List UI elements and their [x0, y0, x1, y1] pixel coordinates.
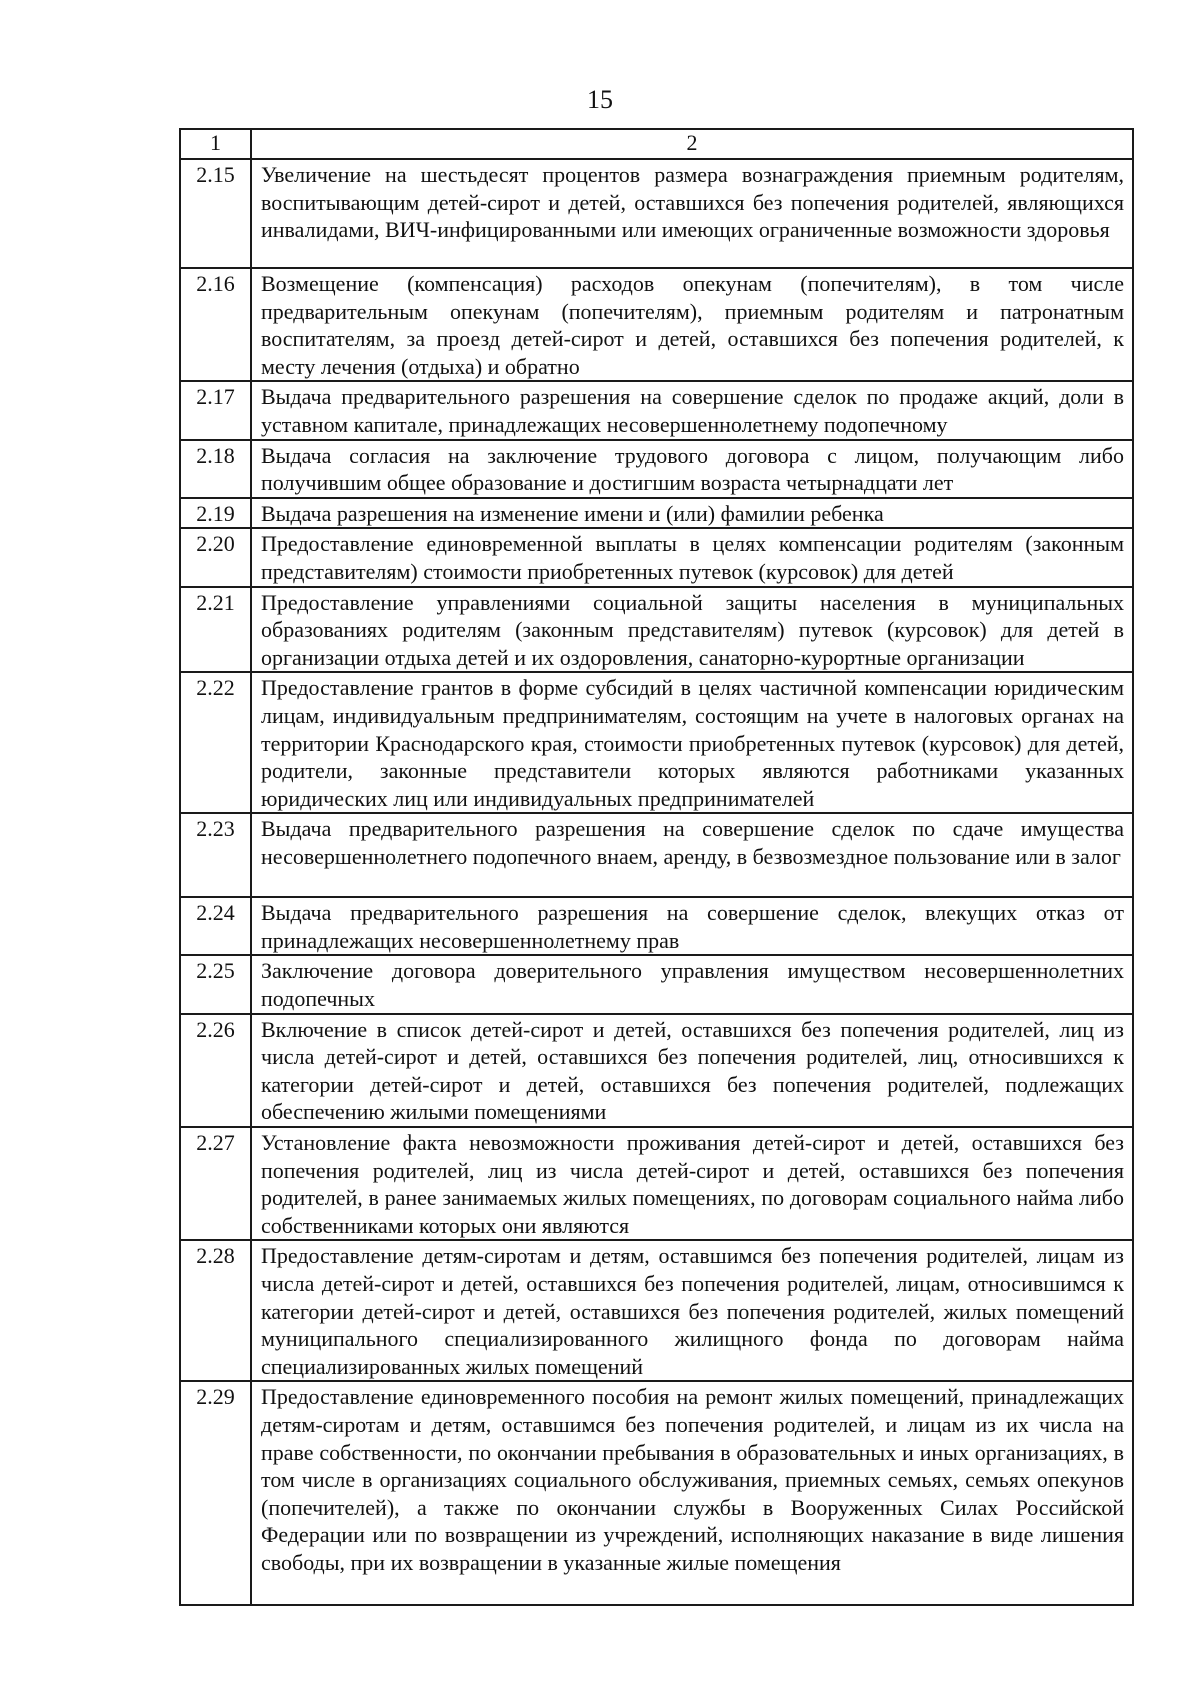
row-text: Предоставление грантов в форме субсидий в целях частичной компенсации юридическим лицам, индивидуальным предпринимателям, состоящим на учете в налоговых органах на территории Краснодарского края, стоимости приобретенных путевок (курсовок) для детей, родители, законные представители которых являются работниками указанных юридических лиц или индивидуальных предпринимателей [251, 672, 1133, 813]
table-row [180, 897, 1133, 955]
row-text: Предоставление единовременного пособия на ремонт жилых помещений, принадлежащих детям-сиротам и детям, оставшимся без попечения родителей, и лицам из их числа на праве собственности, по окончании пребывания в образовательных и иных организациях, в том числе в организациях социального обслуживания, приемных семьях, семьях опекунов (попечителей), а также по окончании службы в Вооруженных Силах Российской Федерации или по возвращении из учреждений, исполняющих наказание в виде лишения свободы, при их возвращении в указанные жилые помещения [251, 1381, 1133, 1605]
row-number: 2.19 [180, 498, 251, 529]
row-number: 2.27 [180, 1127, 251, 1240]
row-text: Выдача согласия на заключение трудового договора с лицом, получающим либо получившим общее образование и достигшим возраста четырнадцати лет [251, 440, 1133, 498]
table-row [180, 1127, 1133, 1240]
row-text: Увеличение на шестьдесят процентов размера вознаграждения приемным родителям, воспитывающим детей-сирот и детей, оставшихся без попечения родителей, являющихся инвалидами, ВИЧ-инфицированными или имеющих ограниченные возможности здоровья [251, 159, 1133, 268]
row-number: 2.20 [180, 528, 251, 586]
row-text: Выдача разрешения на изменение имени и (или) фамилии ребенка [251, 498, 1133, 529]
row-number: 2.28 [180, 1240, 251, 1381]
table-row [180, 955, 1133, 1013]
table-row [180, 498, 1133, 529]
row-number: 2.24 [180, 897, 251, 955]
column-header-1: 1 [180, 129, 251, 159]
table-row [180, 1014, 1133, 1127]
column-header-2: 2 [251, 129, 1133, 159]
table-row [180, 159, 1133, 268]
row-number: 2.21 [180, 587, 251, 673]
row-text: Предоставление управлениями социальной защиты населения в муниципальных образованиях родителям (законным представителям) путевок (курсовок) для детей в организации отдыха детей и их оздоровления, санаторно-курортные организации [251, 587, 1133, 673]
row-text: Предоставление единовременной выплаты в целях компенсации родителям (законным представителям) стоимости приобретенных путевок (курсовок) для детей [251, 528, 1133, 586]
table-row [180, 587, 1133, 673]
row-number: 2.22 [180, 672, 251, 813]
table-row [180, 440, 1133, 498]
row-number: 2.17 [180, 381, 251, 439]
table-row [180, 813, 1133, 897]
row-number: 2.18 [180, 440, 251, 498]
row-number: 2.26 [180, 1014, 251, 1127]
row-text: Включение в список детей-сирот и детей, оставшихся без попечения родителей, лиц из числа детей-сирот и детей, оставшихся без попечения родителей, лиц, относившихся к категории детей-сирот и детей, оставшихся без попечения родителей, подлежащих обеспечению жилыми помещениями [251, 1014, 1133, 1127]
row-number: 2.16 [180, 268, 251, 381]
row-text: Выдача предварительного разрешения на совершение сделок по продаже акций, доли в уставном капитале, принадлежащих несовершеннолетнему подопечному [251, 381, 1133, 439]
services-table [179, 128, 1134, 1606]
table-header-row [180, 129, 1133, 159]
row-text: Заключение договора доверительного управления имуществом несовершеннолетних подопечных [251, 955, 1133, 1013]
row-number: 2.23 [180, 813, 251, 897]
table-row [180, 528, 1133, 586]
row-number: 2.25 [180, 955, 251, 1013]
table-row [180, 672, 1133, 813]
row-text: Выдача предварительного разрешения на совершение сделок по сдаче имущества несовершеннолетнего подопечного внаем, аренду, в безвозмездное пользование или в залог [251, 813, 1133, 897]
table-row [180, 268, 1133, 381]
table-row [180, 1381, 1133, 1605]
row-number: 2.15 [180, 159, 251, 268]
table-row [180, 381, 1133, 439]
row-text: Предоставление детям-сиротам и детям, оставшимся без попечения родителей, лицам из числа детей-сирот и детей, оставшихся без попечения родителей, лицам, относившимся к категории детей-сирот и детей, оставшихся без попечения родителей, жилых помещений муниципального специализированного жилищного фонда по договорам найма специализированных жилых помещений [251, 1240, 1133, 1381]
table-row [180, 1240, 1133, 1381]
row-number: 2.29 [180, 1381, 251, 1605]
page-number: 15 [587, 85, 613, 114]
row-text: Выдача предварительного разрешения на совершение сделок, влекущих отказ от принадлежащих несовершеннолетнему прав [251, 897, 1133, 955]
row-text: Установление факта невозможности проживания детей-сирот и детей, оставшихся без попечения родителей, лиц из числа детей-сирот и детей, оставшихся без попечения родителей, в ранее занимаемых жилых помещениях, по договорам социального найма либо собственниками которых они являются [251, 1127, 1133, 1240]
row-text: Возмещение (компенсация) расходов опекунам (попечителям), в том числе предварительным опекунам (попечителям), приемным родителям и патронатным воспитателям, за проезд детей-сирот и детей, оставшихся без попечения родителей, к месту лечения (отдыха) и обратно [251, 268, 1133, 381]
